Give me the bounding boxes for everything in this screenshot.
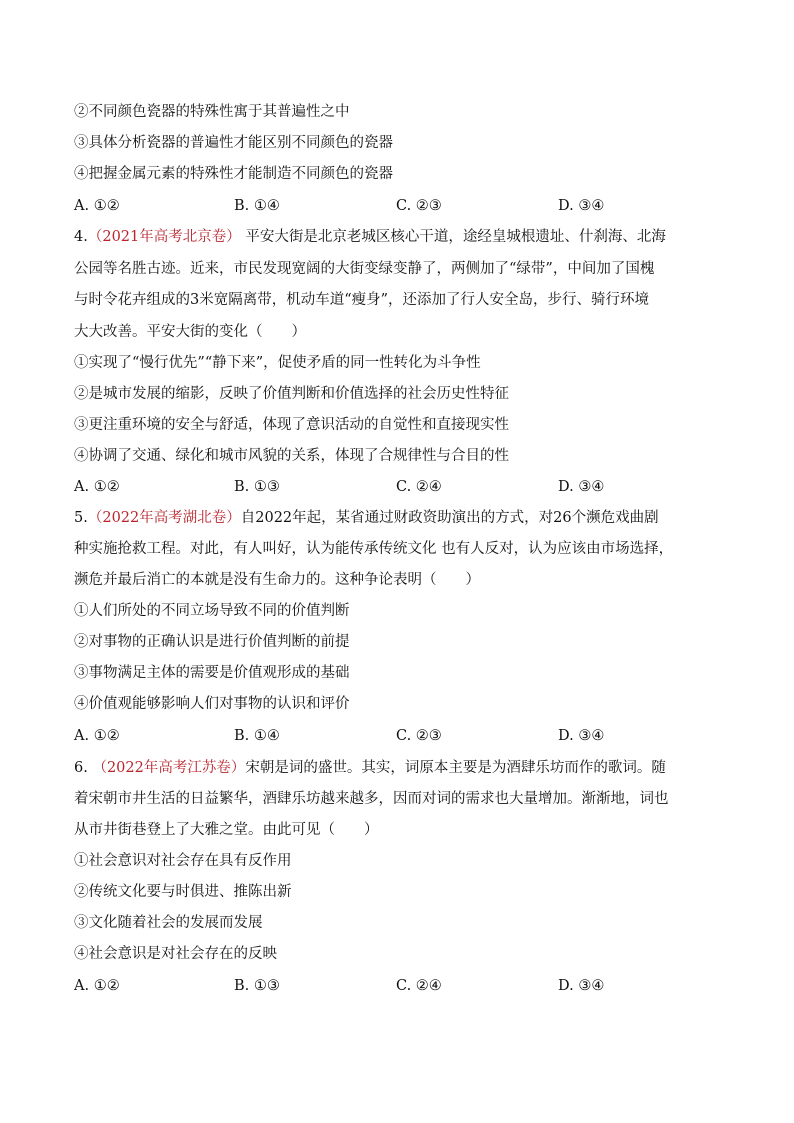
q6-statement-1: ①社会意识对社会存在具有反作用 [74,853,292,869]
q5-option-d: D. ③④ [558,728,605,744]
q4-option-d: D. ③④ [558,479,605,495]
q6-stem-text-1: 宋朝是词的盛世。其实，词原本主要是为酒肆乐坊而作的歌词。随 [245,760,666,776]
q5-stem-line-2: 种实施抢救工程。对此，有人叫好，认为能传承传统文化 也有人反对，认为应该由市场选择， [74,541,674,557]
q3-statement-4: ④把握金属元素的特殊性才能制造不同颜色的瓷器 [74,166,393,182]
q6-stem-line-2: 着宋朝市井生活的日益繁华，酒肆乐坊越来越多，因而对词的需求也大量增加。渐渐地，词也 [74,791,669,807]
q5-statement-2: ②对事物的正确认识是进行价值判断的前提 [74,634,350,650]
q3-statement-3: ③具体分析瓷器的普遍性才能区别不同颜色的瓷器 [74,135,393,151]
q3-option-b: B. ①④ [234,198,280,214]
q4-statement-2: ②是城市发展的缩影，反映了价值判断和价值选择的社会历史性特征 [74,386,509,402]
q6-stem-line-1 [74,758,724,778]
q5-stem-text-1: 自2022年起，某省通过财政资助演出的方式，对26个濒危戏曲剧 [240,510,659,526]
q6-option-c: C. ②④ [396,978,442,994]
q5-option-a: A. ①② [74,728,120,744]
q4-number: 4. [74,229,88,245]
q4-statement-3: ③更注重环境的安全与舒适，体现了意识活动的自觉性和直接现实性 [74,417,509,433]
q3-statement-2: ②不同颜色瓷器的特殊性寓于其普遍性之中 [74,104,350,120]
q5-statement-1: ①人们所处的不同立场导致不同的价值判断 [74,603,350,619]
q6-options [74,976,724,996]
q6-option-d: D. ③④ [558,978,605,994]
q5-stem-line-3: 濒危并最后消亡的本就是没有生命力的。这种争论表明（ ） [74,572,480,588]
q4-option-b: B. ①③ [234,479,280,495]
q4-stem-line-2: 公园等名胜古迹。近来，市民发现宽阔的大街变绿变静了，两侧加了“绿带”，中间加了国槐 [74,261,655,277]
q4-source: （2021年高考北京卷） [87,229,241,245]
q6-statement-4: ④社会意识是对社会存在的反映 [74,946,277,962]
q6-statement-3: ③文化随着社会的发展而发展 [74,915,263,931]
q5-number: 5. [74,510,88,526]
q3-option-d: D. ③④ [558,198,605,214]
q5-options [74,726,724,746]
q5-option-b: B. ①④ [234,728,280,744]
q4-option-a: A. ①② [74,479,120,495]
q5-option-c: C. ②③ [396,728,442,744]
q4-stem-line-4: 大大改善。平安大街的变化（ ） [74,324,306,340]
q6-stem-line-3: 从市井街巷登上了大雅之堂。由此可见（ ） [74,822,379,838]
q6-option-a: A. ①② [74,978,120,994]
q6-statement-2: ②传统文化要与时俱进、推陈出新 [74,884,292,900]
q6-source: （2022年高考江苏卷） [92,760,246,776]
q4-options [74,477,724,497]
q3-option-c: C. ②③ [396,198,442,214]
q4-statement-1: ①实现了“慢行优先”“静下来”，促使矛盾的同一性转化为斗争性 [74,355,481,371]
q5-source: （2022年高考湖北卷） [87,510,241,526]
q3-option-a: A. ①② [74,198,120,214]
q4-stem-text-1: 平安大街是北京老城区核心干道，途经皇城根遗址、什刹海、北海 [245,229,666,245]
q3-options [74,196,724,216]
q6-option-b: B. ①③ [234,978,280,994]
q5-statement-4: ④价值观能够影响人们对事物的认识和评价 [74,696,350,712]
q4-statement-4: ④协调了交通、绿化和城市风貌的关系，体现了合规律性与合目的性 [74,448,509,464]
q5-statement-3: ③事物满足主体的需要是价值观形成的基础 [74,665,350,681]
q5-stem-line-1 [74,508,724,528]
q4-stem-line-1 [74,227,724,247]
q6-number: 6. [74,760,88,776]
q4-option-c: C. ②④ [396,479,442,495]
q4-stem-line-3: 与时令花卉组成的3米宽隔离带，机动车道“瘦身”，还添加了行人安全岛，步行、骑行环境 [74,292,650,308]
